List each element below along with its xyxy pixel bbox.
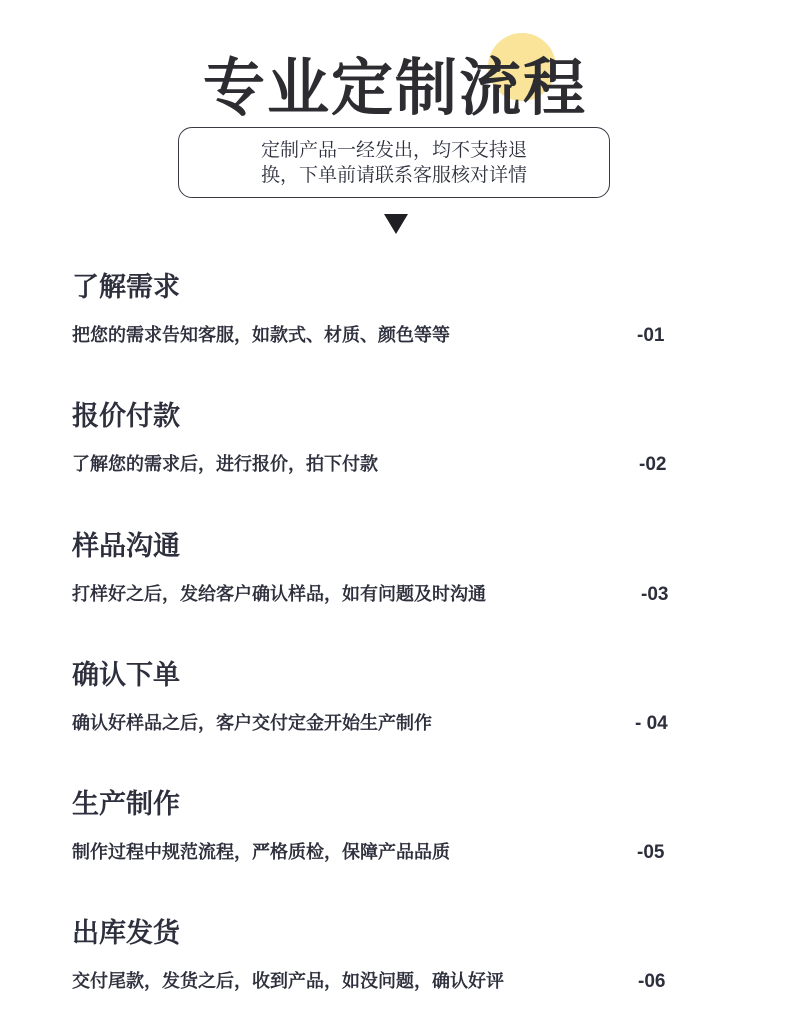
step-title: 确认下单 [72, 660, 180, 691]
step-6 [72, 916, 692, 1026]
step-title: 样品沟通 [72, 531, 180, 562]
step-description: 交付尾款，发货之后，收到产品，如没问题，确认好评 [72, 971, 504, 992]
step-number: -01 [637, 325, 665, 346]
step-number: -05 [637, 842, 665, 863]
page-title: 专业定制流程 [202, 51, 587, 124]
step-number: -06 [638, 971, 666, 992]
notice-line-2: 换，下单前请联系客服核对详情 [260, 163, 527, 186]
step-number: -02 [639, 454, 667, 475]
step-title: 报价付款 [72, 401, 180, 432]
notice-box [178, 127, 610, 198]
down-arrow-icon [384, 214, 408, 234]
step-description: 把您的需求告知客服，如款式、材质、颜色等等 [72, 325, 450, 346]
step-4 [72, 658, 692, 768]
step-number: -03 [641, 584, 669, 605]
notice-line-1: 定制产品一经发出，均不支持退 [260, 138, 527, 161]
step-title: 了解需求 [72, 272, 180, 303]
step-3 [72, 529, 692, 639]
step-description: 了解您的需求后，进行报价，拍下付款 [72, 454, 378, 475]
step-description: 打样好之后，发给客户确认样品，如有问题及时沟通 [72, 584, 486, 605]
step-5 [72, 787, 692, 897]
step-description: 制作过程中规范流程，严格质检，保障产品品质 [72, 842, 450, 863]
step-2 [72, 399, 692, 509]
step-description: 确认好样品之后，客户交付定金开始生产制作 [72, 713, 432, 734]
step-number: - 04 [635, 713, 668, 734]
step-title: 出库发货 [72, 918, 180, 949]
step-1 [72, 270, 692, 380]
step-title: 生产制作 [72, 789, 180, 820]
